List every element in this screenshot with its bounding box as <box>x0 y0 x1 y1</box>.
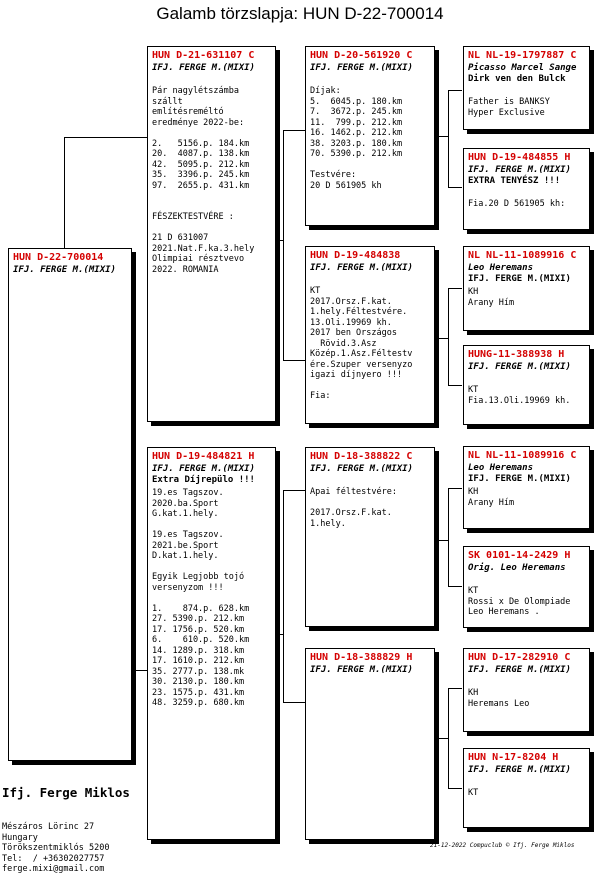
pedigree-notes: KT <box>468 788 479 798</box>
great-grandparent-card[interactable] <box>463 46 590 130</box>
ring-number: HUN D-19-484838 <box>310 250 401 261</box>
great-grandparent-card[interactable] <box>463 446 590 529</box>
grandparent-card[interactable] <box>305 46 435 226</box>
ring-number: SK 0101-14-2429 H <box>468 550 571 561</box>
connector <box>448 385 462 386</box>
print-stamp: 21-12-2022 Compuclub © Ifj. Ferge Miklos <box>430 842 575 849</box>
ring-number: HUN D-19-484855 H <box>468 152 571 163</box>
pedigree-notes: Pár nagylétszámba szállt említésreméltó eredménye 2022-be: 2. 5156.p. 184.km 20. 4087.p. 138.km 42. 5095.p. 212.km 35. 3396.p. 245.km 97. 2655.p. 431.km FÉSZEKTESTVÉRE : 21 D 631007 2021.Nat.F.ka.3.hely Olimpiai résztvevo 2022. ROMANIA <box>152 86 255 275</box>
breeder-address: Mészáros Lörinc 27 Hungary Törökszentmiklós 5200 Tel: / +36302027757 ferge.mixi@gmail.com <box>2 822 110 874</box>
owner-name: IFJ. FERGE M.(MIXI) <box>468 765 571 775</box>
connector <box>434 540 448 541</box>
page-title: Galamb törzslapja: HUN D-22-700014 <box>156 4 444 23</box>
connector <box>448 688 449 788</box>
great-grandparent-card[interactable] <box>463 546 590 628</box>
breeder-name: Ifj. Ferge Miklos <box>2 785 130 800</box>
owner-name: Orig. Leo Heremans <box>468 563 566 573</box>
connector <box>283 490 284 702</box>
ring-number: HUN D-17-282910 C <box>468 652 571 663</box>
owner-name: IFJ. FERGE M.(MIXI) <box>468 165 571 175</box>
grandparent-card[interactable] <box>305 447 435 627</box>
connector <box>283 702 305 703</box>
ring-number: NL NL-11-1089916 C <box>468 450 577 461</box>
subject-card[interactable] <box>8 248 132 761</box>
owner-name: Leo Heremans <box>468 463 534 473</box>
ring-number: HUN D-21-631107 C <box>152 50 255 61</box>
grandparent-card[interactable] <box>305 648 435 840</box>
pedigree-notes: KT Fia.13.Oli.19969 kh. <box>468 385 571 406</box>
breeder-contact <box>2 764 130 885</box>
connector <box>448 788 462 789</box>
connector <box>448 688 462 689</box>
pigeon-name: IFJ. FERGE M.(MIXI) <box>468 474 571 484</box>
ring-number: HUN D-18-388822 C <box>310 451 413 462</box>
ring-number: NL NL-19-1797887 C <box>468 50 577 61</box>
connector <box>283 360 305 361</box>
great-grandparent-card[interactable] <box>463 748 590 828</box>
owner-name: IFJ. FERGE M.(MIXI) <box>13 265 116 275</box>
connector <box>448 586 462 587</box>
pedigree-notes: Apai féltestvére: 2017.Orsz.F.kat. 1.hely. <box>310 487 397 529</box>
ring-number: NL NL-11-1089916 C <box>468 250 577 261</box>
pedigree-notes: 19.es Tagszov. 2020.ba.Sport G.kat.1.hely. 19.es Tagszov. 2021.be.Sport D.kat.1.hely. Egyik Legjobb tojó versenyzom !!! 1. 874.p. 628.km 27. 5390.p. 212.km 17. 1756.p. 520.km 6. 610.p. 520.km 14. 1289.p. 318.km 17. 1610.p. 212.km 35. 2777.p. 138.mk 30. 2130.p. 180.km 23. 1575.p. 431.km 48. 3259.p. 680.km <box>152 488 250 708</box>
pedigree-notes: Díjak: 5. 6045.p. 180.km 7. 3672.p. 245.km 11. 799.p. 212.km 16. 1462.p. 212.km 38. 3203.p. 180.km 70. 5390.p. 212.km Testvére: 20 D 561905 kh <box>310 86 403 191</box>
ring-number: HUN D-19-484821 H <box>152 451 255 462</box>
pigeon-name: Dirk ven den Bulck <box>468 74 566 84</box>
connector <box>283 490 305 491</box>
pedigree-notes: KT Rossi x De Olompiade Leo Heremans . <box>468 586 571 617</box>
connector <box>434 136 448 137</box>
connector <box>448 288 462 289</box>
connector <box>64 137 147 138</box>
owner-name: IFJ. FERGE M.(MIXI) <box>468 362 571 372</box>
owner-name: IFJ. FERGE M.(MIXI) <box>310 63 413 73</box>
pigeon-name: Extra Díjrepülo !!! <box>152 475 255 485</box>
connector <box>448 187 462 188</box>
pedigree-notes: KH Arany Hím <box>468 487 515 508</box>
connector <box>448 90 449 187</box>
connector <box>283 130 305 131</box>
owner-name: Leo Heremans <box>468 263 534 273</box>
owner-name: IFJ. FERGE M.(MIXI) <box>310 464 413 474</box>
sire-card[interactable] <box>147 46 276 422</box>
owner-name: IFJ. FERGE M.(MIXI) <box>310 665 413 675</box>
pedigree-notes: KH Arany Hím <box>468 287 515 308</box>
pigeon-name: EXTRA TENYÉSZ !!! <box>468 176 561 186</box>
connector <box>434 338 448 339</box>
owner-name: IFJ. FERGE M.(MIXI) <box>152 63 255 73</box>
connector <box>448 288 449 385</box>
dam-card[interactable] <box>147 447 276 840</box>
pedigree-notes: KH Heremans Leo <box>468 688 530 709</box>
pedigree-notes: Fia.20 D 561905 kh: <box>468 199 566 209</box>
grandparent-card[interactable] <box>305 246 435 424</box>
owner-name: IFJ. FERGE M.(MIXI) <box>468 665 571 675</box>
great-grandparent-card[interactable] <box>463 246 590 331</box>
great-grandparent-card[interactable] <box>463 148 590 230</box>
connector <box>283 130 284 360</box>
owner-name: IFJ. FERGE M.(MIXI) <box>152 464 255 474</box>
ring-number: HUN D-18-388829 H <box>310 652 413 663</box>
connector <box>448 488 462 489</box>
ring-number: HUNG-11-388938 H <box>468 349 565 360</box>
pedigree-notes: Father is BANKSY Hyper Exclusive <box>468 97 550 118</box>
connector <box>448 90 462 91</box>
ring-number: HUN D-20-561920 C <box>310 50 413 61</box>
ring-number: HUN N-17-8204 H <box>468 752 559 763</box>
connector <box>434 738 448 739</box>
pedigree-notes: KT 2017.Orsz.F.kat. 1.hely.Féltestvére. 13.Oli.19969 kh. 2017 ben Országos Rövid.3.Asz Közép.1.Asz.Féltestv ére.Szuper versenyzo igazi díjnyero !!! Fia: <box>310 286 413 401</box>
ring-number: HUN D-22-700014 <box>13 252 104 263</box>
pigeon-name: IFJ. FERGE M.(MIXI) <box>468 274 571 284</box>
owner-name: Picasso Marcel Sange <box>468 63 577 73</box>
connector <box>448 488 449 586</box>
great-grandparent-card[interactable] <box>463 345 590 425</box>
great-grandparent-card[interactable] <box>463 648 590 732</box>
owner-name: IFJ. FERGE M.(MIXI) <box>310 263 413 273</box>
